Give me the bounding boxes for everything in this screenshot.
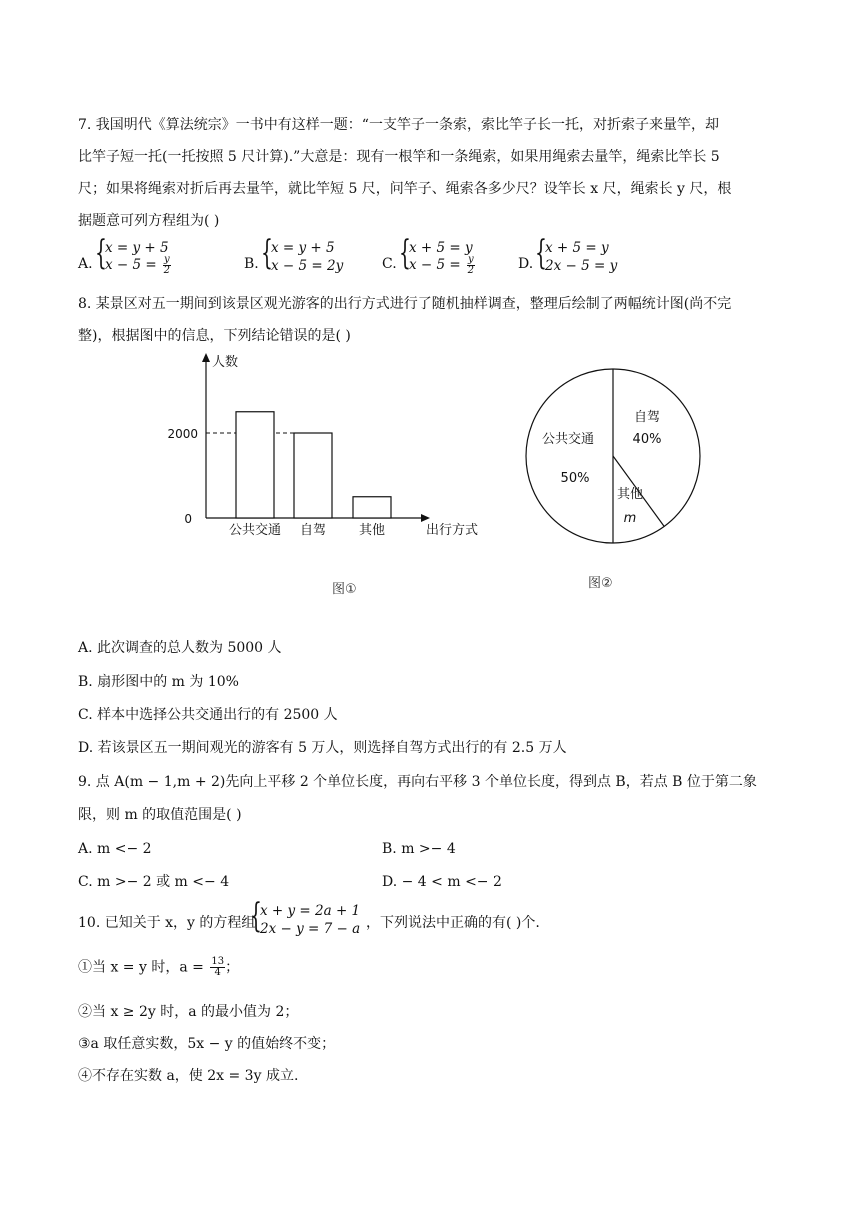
equation-2: 2x − 5 = y [545,258,618,274]
brace: { [250,896,262,936]
q8-option-c: C. 样本中选择公共交通出行的有 2500 人 [78,707,338,723]
q9-option-a: A. m <− 2 [78,841,152,857]
brace: { [95,233,107,273]
x-axis-label: 出行方式 [426,523,479,538]
fraction-numerator: y [164,254,170,265]
q9-line-1: 9. 点 A(m − 1,m + 2)先向上平移 2 个单位长度，再向右平移 3 个单位长度，得到点 B，若点 B 位于第二象 [78,774,757,790]
y-axis-label: 人数 [212,355,239,370]
category-label: 自驾 [299,523,327,538]
pie-chart [520,365,710,555]
fraction-denominator: 2 [467,265,475,276]
q10-statement-1-text: ①当 x = y 时，a = [78,959,209,976]
category-label: 公共交通 [228,523,282,538]
bar [294,433,332,518]
brace: { [399,233,411,273]
pie-slice-value: 50% [560,471,590,486]
q7-option-system-a [95,233,205,280]
fraction-denominator: 2 [163,265,171,276]
equation-1: x = y + 5 [271,240,335,256]
q10-eq-1: x + y = 2a + 1 [260,903,361,919]
q7-option-label-d: D. [518,256,534,272]
equation-2: x − 5 = 2y [271,258,344,274]
y-tick-label: 2000 [167,427,198,441]
q10-suffix: ，下列说法中正确的有( )个. [366,915,540,931]
q8-option-b: B. 扇形图中的 m 为 10% [78,674,239,690]
fraction [467,255,475,276]
q7-option-system-d [535,233,645,280]
q8-line-1: 8. 某景区对五一期间到该景区观光游客的出行方式进行了随机抽样调查，整理后绘制了两幅统计图(尚不完 [78,296,732,312]
q9-option-c: C. m >− 2 或 m <− 4 [78,874,230,890]
figure-1-label: 图① [332,582,357,597]
q9-line-2: 限，则 m 的取值范围是( ) [78,807,242,823]
fraction-denominator: 4 [214,967,221,978]
pie-slice-value: m [623,511,637,526]
q10-eq-2: 2x − y = 7 − a [260,921,361,937]
brace: { [261,233,273,273]
pie-slice-label: 公共交通 [541,432,595,447]
y-axis-arrow [202,353,210,362]
q10-prefix: 10. 已知关于 x，y 的方程组 [78,915,256,931]
q10-statement-1-end: ； [225,959,240,976]
q7-option-system-c [399,233,509,280]
equation-2: x − 5 = $\frac{y}{2}$ [409,254,475,276]
q8-option-a: A. 此次调查的总人数为 5000 人 [78,640,282,656]
q7-option-label-c: C. [382,256,397,272]
bar [353,497,391,518]
bar [236,412,274,518]
q8-option-d: D. 若该景区五一期间观光的游客有 5 万人，则选择自驾方式出行的有 2.5 万人 [78,740,567,756]
q8-line-2: 整)，根据图中的信息，下列结论错误的是( ) [78,328,351,344]
equation-1: x = y + 5 [105,240,169,256]
brace: { [535,233,547,273]
q7-line-1: 7. 我国明代《算法统宗》一书中有这样一题：“一支竿子一条索，索比竿子长一托，对折索子来量竿，却 [78,117,719,133]
pie-slice-value: 40% [632,432,662,447]
equation-1: x + 5 = y [409,240,473,256]
q7-line-2: 比竿子短一托(一托按照 5 尺计算).”大意是：现有一根竿和一条绳索，如果用绳索去量竿，绳索比竿长 5 [78,149,720,165]
q10-statement-2: ②当 x ≥ 2y 时，a 的最小值为 2； [78,1004,299,1020]
q10-equation-system [250,896,370,939]
q7-line-4: 据题意可列方程组为( ) [78,213,220,229]
fraction [210,957,225,978]
bar-chart [150,350,500,550]
q7-option-label-b: B. [244,256,259,272]
q10-statement-3: ③a 取任意实数，5x − y 的值始终不变； [78,1036,336,1052]
fraction-numerator: 13 [211,956,225,967]
q7-option-system-b [261,233,371,280]
equation-2: x − 5 = $\frac{y}{2}$ [105,254,171,276]
equation-1: x + 5 = y [545,240,609,256]
q10-statement-1 [78,957,239,978]
fraction [163,255,171,276]
q9-option-d: D. − 4 < m <− 2 [382,874,502,890]
q9-option-b: B. m >− 4 [382,841,456,857]
q10-statement-4: ④不存在实数 a，使 2x = 3y 成立. [78,1068,299,1084]
q7-line-3: 尺；如果将绳索对折后再去量竿，就比竿短 5 尺，问竿子、绳索各多少尺？设竿长 x 尺，绳索长 y 尺，根 [78,181,732,197]
q7-option-label-a: A. [78,256,93,272]
pie-slice-label: 自驾 [633,410,661,425]
x-axis-arrow [421,514,430,522]
y-tick-label: 0 [184,512,192,526]
fraction-numerator: y [468,254,474,265]
pie-slice-label: 其他 [616,487,644,502]
figure-2-label: 图② [588,576,613,591]
category-label: 其他 [358,523,386,538]
